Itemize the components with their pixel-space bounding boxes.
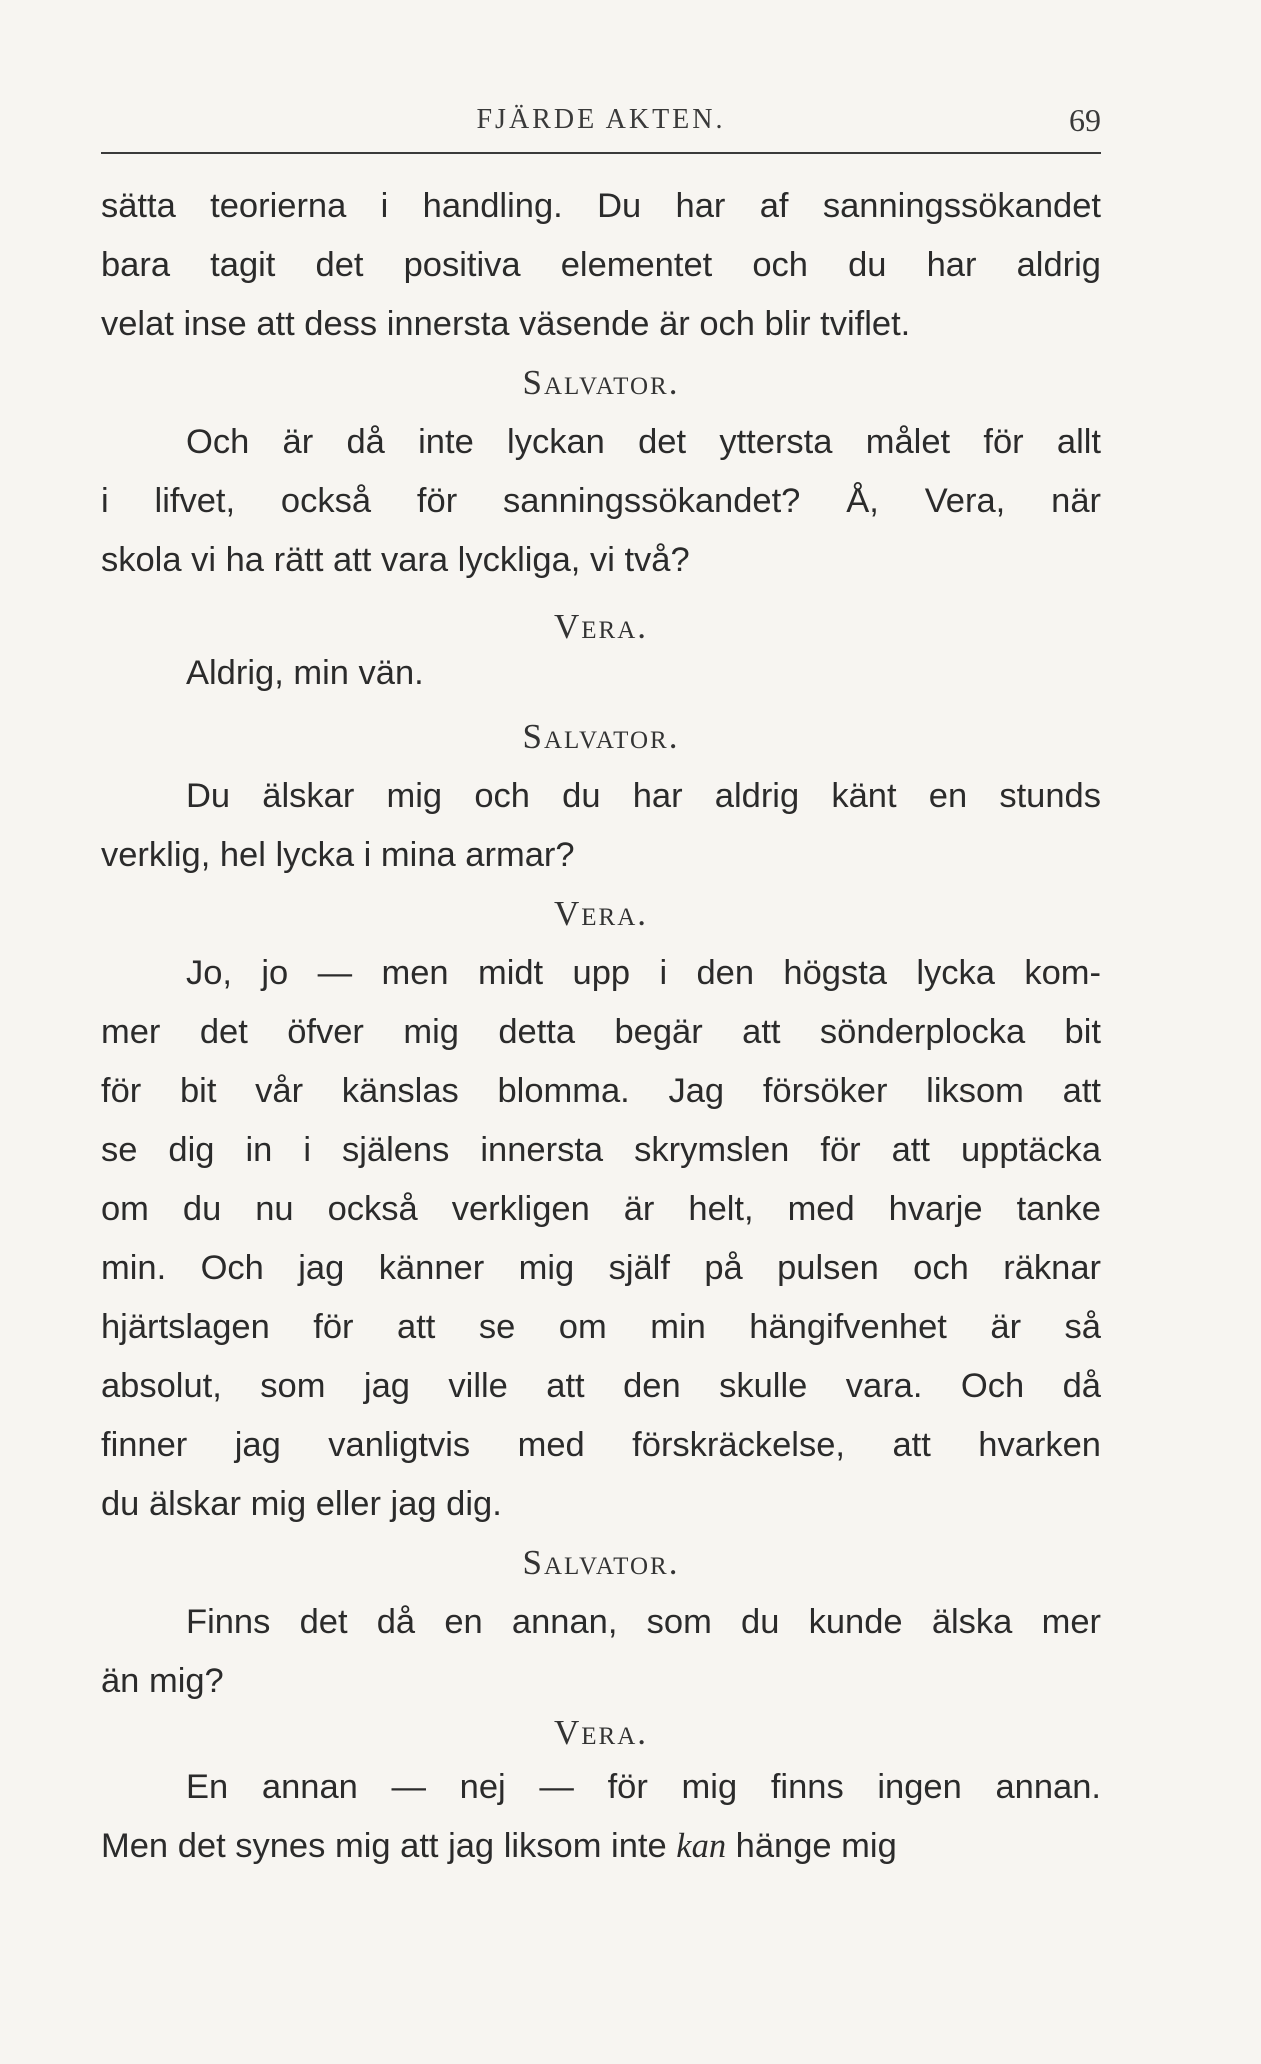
speaker-name: Salvator. <box>522 363 680 402</box>
speaker-name: Vera. <box>553 607 649 646</box>
speaker-name: Salvator. <box>522 717 680 756</box>
text-line: du älskar mig eller jag dig. <box>101 1485 502 1523</box>
text-span: Men det synes mig att jag liksom inte <box>101 1827 677 1865</box>
text-line: velat inse att dess innersta väsende är och blir tviflet. <box>101 305 911 343</box>
text-span: hänge mig <box>726 1827 897 1865</box>
text-line: se dig in i själens innersta skrymslen för att upptäcka <box>101 1131 1101 1169</box>
text-line: Finns det då en annan, som du kunde älska mer <box>186 1603 1101 1641</box>
text-line: Du älskar mig och du har aldrig känt en stunds <box>186 777 1101 815</box>
text-line: finner jag vanligtvis med förskräckelse, att hvarken <box>101 1426 1101 1464</box>
speaker-name: Salvator. <box>522 1543 680 1582</box>
text-line: hjärtslagen för att se om min hängifvenhet är så <box>101 1308 1101 1346</box>
page-number: 69 <box>1069 102 1101 138</box>
text-line: än mig? <box>101 1662 224 1700</box>
text-line: Jo, jo — men midt upp i den högsta lycka kom- <box>186 954 1101 992</box>
text-line: bara tagit det positiva elementet och du har aldrig <box>101 246 1101 284</box>
short-exchange <box>101 596 1101 714</box>
text-line: En annan — nej — för mig finns ingen annan. <box>186 1768 1101 1806</box>
page-header <box>101 104 1101 154</box>
emphasized-word: kan <box>676 1827 727 1865</box>
text-line <box>101 1823 1101 1882</box>
text-line: om du nu också verkligen är helt, med hvarje tanke <box>101 1190 1101 1228</box>
speaker-name: Vera. <box>553 894 649 933</box>
text-line: absolut, som jag ville att den skulle vara. Och då <box>101 1367 1101 1405</box>
running-head: FJÄRDE AKTEN. <box>476 104 726 135</box>
text-line: verklig, hel lycka i mina armar? <box>101 836 575 874</box>
page-text <box>101 183 1101 1882</box>
text-line: mer det öfver mig detta begär att sönderplocka bit <box>101 1013 1101 1051</box>
text-line: Aldrig, min vän. <box>186 654 424 692</box>
text-line: Och är då inte lyckan det yttersta målet för allt <box>186 423 1101 461</box>
text-line: i lifvet, också för sanningssökandet? Å, Vera, när <box>101 482 1101 520</box>
text-line: skola vi ha rätt att vara lyckliga, vi två? <box>101 541 690 579</box>
text-line: för bit vår känslas blomma. Jag försöker liksom att <box>101 1072 1101 1110</box>
text-line: min. Och jag känner mig själf på pulsen och räknar <box>101 1249 1101 1287</box>
speaker-name: Vera. <box>553 1713 649 1752</box>
text-line: sätta teorierna i handling. Du har af sanningssökandet <box>101 187 1101 225</box>
